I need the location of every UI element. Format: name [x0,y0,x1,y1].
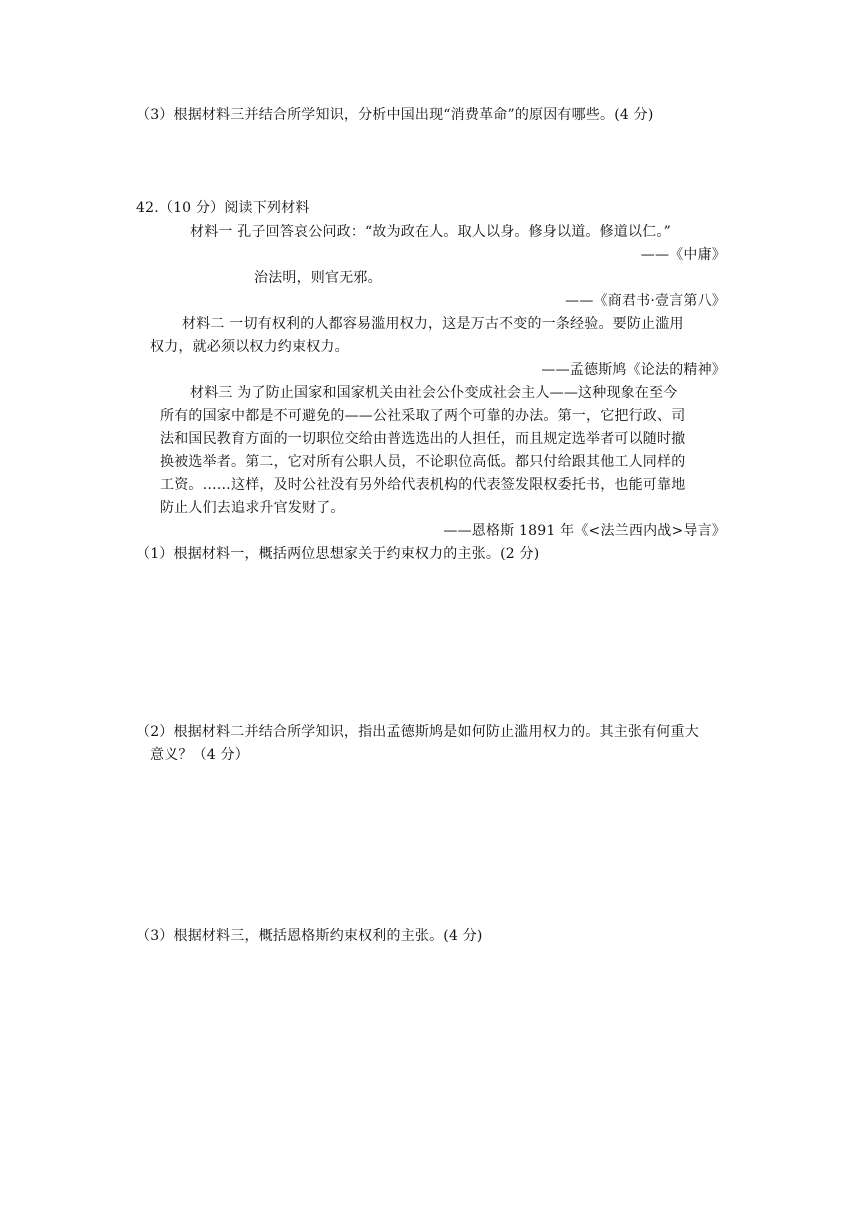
question-42-2-line-1: （2）根据材料二并结合所学知识，指出孟德斯鸠是如何防止滥用权力的。其主张有何重大 [136,724,699,740]
question-42-2-line-2: 意义？（4 分） [150,747,249,763]
material-2-line-1: 材料二 一切有权利的人都容易滥用权力，这是万古不变的一条经验。要防止滥用 [182,316,684,332]
material-1-source-2: ——《商君书·壹言第八》 [565,293,726,309]
material-3-source: ——恩格斯 1891 年《<法兰西内战>导言》 [443,523,726,539]
material-3-line-2: 所有的国家中都是不可避免的——公社采取了两个可靠的办法。第一，它把行政、司 [160,408,686,424]
material-3-line-5: 工资。……这样，及时公社没有另外给代表机构的代表签发限权委托书，也能可靠地 [160,477,686,493]
material-2-source: ——孟德斯鸠《论法的精神》 [541,362,726,378]
question-42-header: 42.（10 分）阅读下列材料 [136,200,310,216]
material-1-source-1: ——《中庸》 [640,247,726,263]
material-3-line-1: 材料三 为了防止国家和国家机关由社会公仆变成社会主人——这种现象在至今 [190,385,678,401]
question-42-1: （1）根据材料一，概括两位思想家关于约束权力的主张。(2 分) [136,546,540,562]
material-2-line-2: 权力，就必须以权力约束权力。 [150,339,349,355]
question-41-3: （3）根据材料三并结合所学知识，分析中国出现“消费革命”的原因有哪些。(4 分) [136,107,654,123]
material-1-quote-2: 治法明，则官无邪。 [254,270,382,286]
question-42-3: （3）根据材料三，概括恩格斯约束权利的主张。(4 分) [136,928,483,944]
material-3-line-3: 法和国民教育方面的一切职位交给由普选选出的人担任，而且规定选举者可以随时撤 [160,431,686,447]
material-1-quote-1: 材料一 孔子回答哀公问政：“故为政在人。取人以身。修身以道。修道以仁。” [190,224,671,240]
material-3-line-4: 换被选举者。第二，它对所有公职人员，不论职位高低。都只付给跟其他工人同样的 [160,454,686,470]
material-3-line-6: 防止人们去追求升官发财了。 [160,500,345,516]
